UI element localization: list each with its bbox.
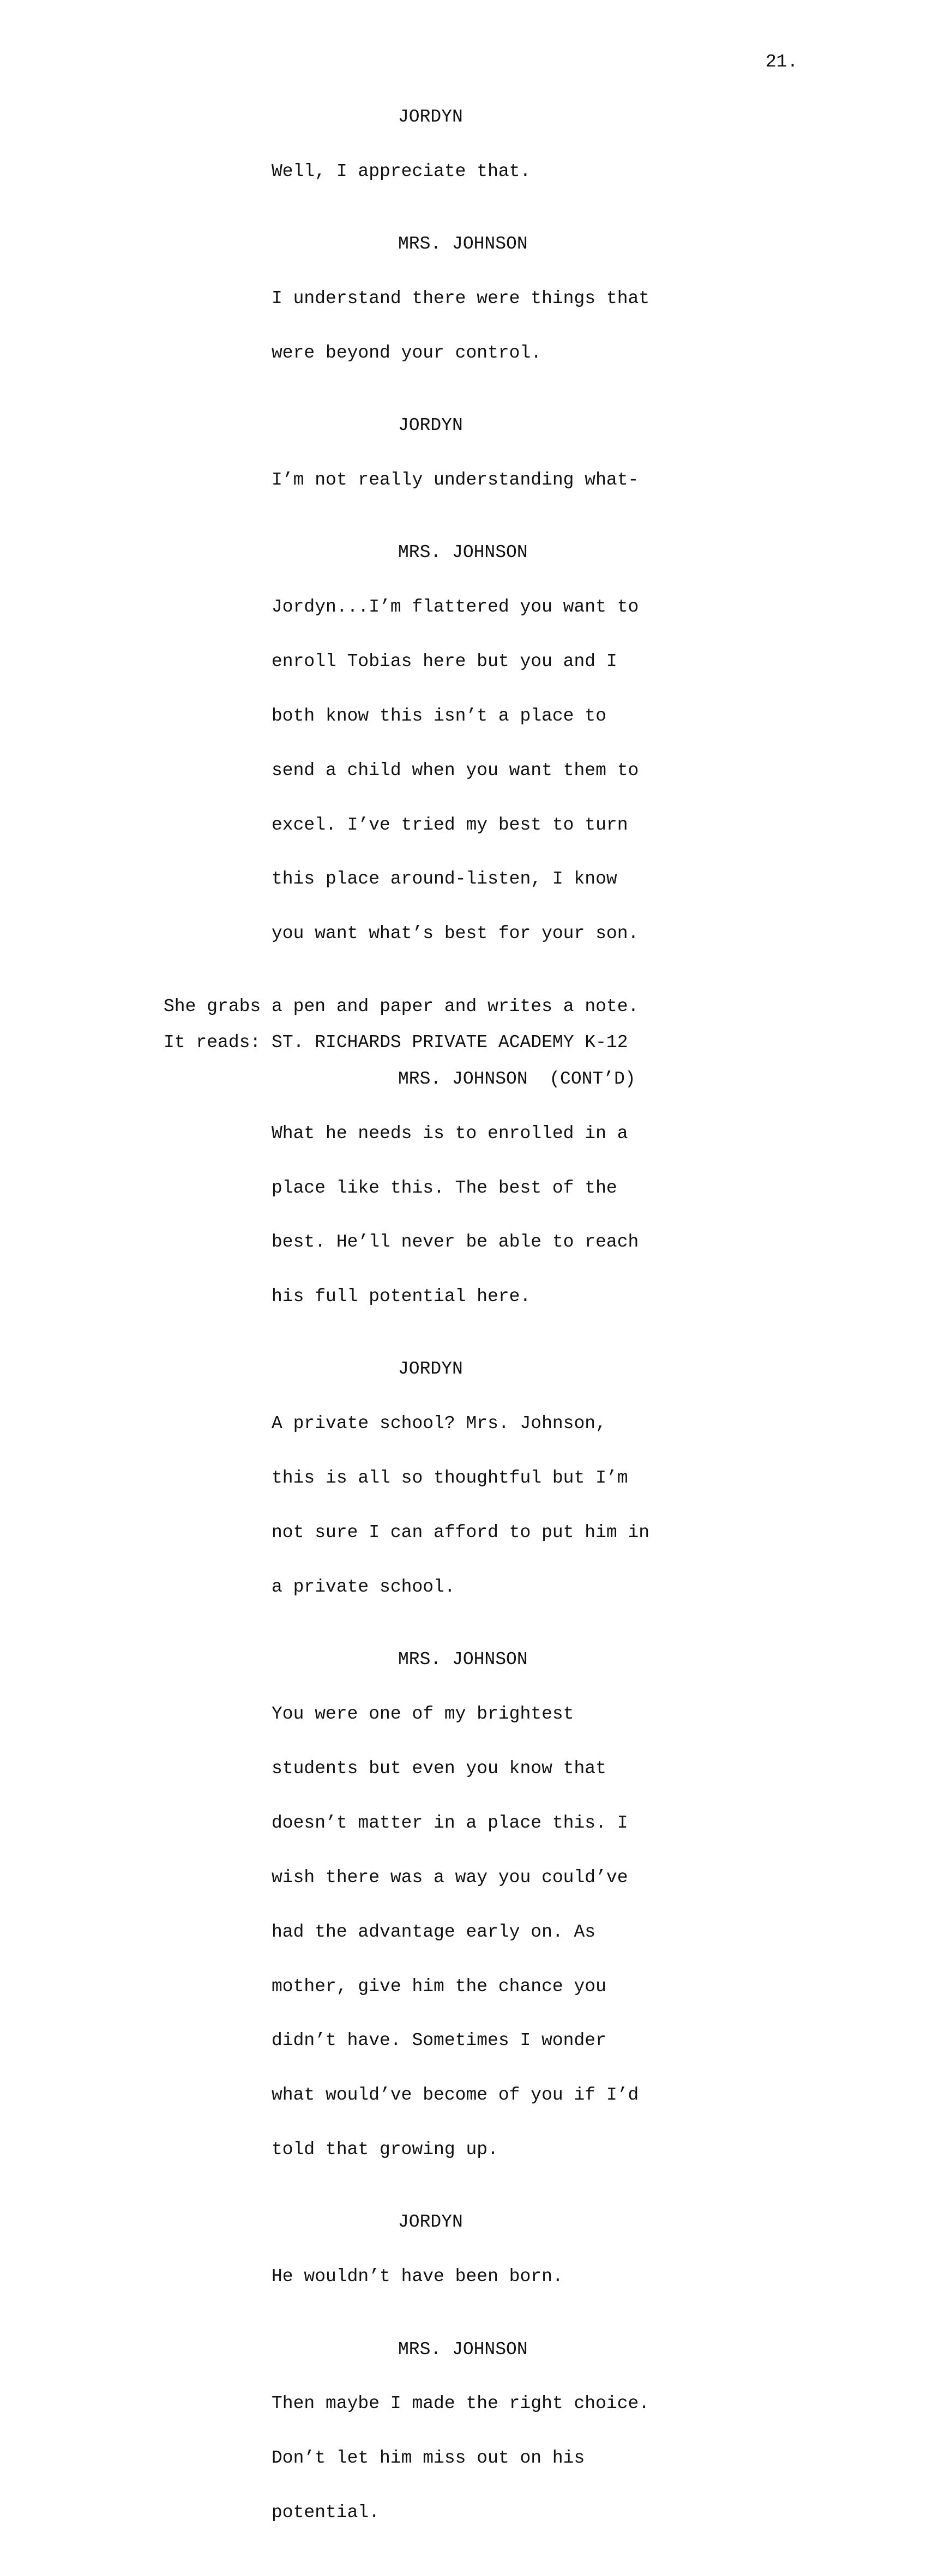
- dialogue-line: this is all so thoughtful but I’m: [272, 1468, 628, 1489]
- dialogue-block: [0, 108, 927, 217]
- dialogue-line: Don’t let him miss out on his: [272, 2448, 585, 2469]
- character-name: MRS. JOHNSON: [398, 2339, 528, 2360]
- character-name: MRS. JOHNSON (CONT’D): [398, 1068, 636, 1089]
- dialogue-line: doesn’t matter in a place this. I: [272, 1812, 628, 1833]
- dialogue-line: Jordyn...I’m flattered you want to: [272, 597, 639, 618]
- dialogue-text: [272, 561, 653, 979]
- dialogue-line: told that growing up.: [272, 2139, 498, 2160]
- dialogue-line: were beyond your control.: [272, 342, 542, 363]
- character-name: JORDYN: [398, 1359, 463, 1380]
- dialogue-line: excel. I’ve tried my best to turn: [272, 814, 628, 835]
- dialogue-line: best. He’ll never be able to reach: [272, 1232, 639, 1253]
- dialogue-text: [272, 1088, 653, 1342]
- dialogue-block: [0, 1650, 927, 2195]
- dialogue-line: enroll Tobias here but you and I: [272, 651, 617, 672]
- dialogue-line: students but even you know that: [272, 1758, 606, 1779]
- dialogue-line: What he needs is to enrolled in a: [272, 1123, 628, 1144]
- dialogue-line: Well, I appreciate that.: [272, 161, 531, 182]
- dialogue-block: [0, 1360, 927, 1632]
- character-name: MRS. JOHNSON: [398, 234, 528, 255]
- dialogue-text: [272, 253, 653, 398]
- dialogue-line: A private school? Mrs. Johnson,: [272, 1413, 606, 1434]
- character-name: JORDYN: [398, 415, 463, 436]
- dialogue-line: what would’ve become of you if I’d: [272, 2085, 639, 2106]
- dialogue-line: He wouldn’t have been born.: [272, 2266, 563, 2287]
- dialogue-line: had the advantage early on. As: [272, 1921, 596, 1942]
- action-line: She grabs a pen and paper and writes a note.: [164, 996, 639, 1017]
- dialogue-line: a private school.: [272, 1577, 455, 1598]
- dialogue-block: [0, 543, 927, 979]
- dialogue-line: mother, give him the chance you: [272, 1976, 606, 1997]
- dialogue-line: I understand there were things that: [272, 288, 650, 309]
- dialogue-line: didn’t have. Sometimes I wonder: [272, 2030, 606, 2051]
- dialogue-block: [0, 2213, 927, 2322]
- dialogue-line: I’m not really understanding what-: [272, 469, 639, 490]
- character-name: JORDYN: [398, 107, 463, 127]
- dialogue-line: his full potential here.: [272, 1286, 531, 1307]
- character-name: MRS. JOHNSON: [398, 542, 528, 563]
- character-name: JORDYN: [398, 2212, 463, 2233]
- dialogue-line: send a child when you want them to: [272, 760, 639, 781]
- dialogue-text: [272, 2359, 653, 2558]
- dialogue-line: place like this. The best of the: [272, 1177, 617, 1198]
- dialogue-line: Then maybe I made the right choice.: [272, 2393, 650, 2414]
- dialogue-block: [0, 416, 927, 525]
- dialogue-line: not sure I can afford to put him in: [272, 1522, 650, 1543]
- dialogue-text: [272, 126, 653, 216]
- dialogue-text: [272, 434, 653, 525]
- page-number: 21.: [766, 52, 798, 72]
- dialogue-text: [272, 1378, 653, 1632]
- dialogue-line: you want what’s best for your son.: [272, 923, 639, 944]
- dialogue-line: potential.: [272, 2502, 380, 2523]
- dialogue-line: both know this isn’t a place to: [272, 705, 606, 726]
- character-name: MRS. JOHNSON: [398, 1649, 528, 1670]
- action-line: It reads: ST. RICHARDS PRIVATE ACADEMY K-12: [164, 1032, 628, 1053]
- dialogue-text: [272, 2232, 653, 2322]
- dialogue-block: [0, 1070, 927, 1342]
- dialogue-line: wish there was a way you could’ve: [272, 1867, 628, 1888]
- dialogue-line: this place around-listen, I know: [272, 869, 617, 890]
- dialogue-line: You were one of my brightest: [272, 1704, 574, 1725]
- dialogue-block: [0, 235, 927, 398]
- script-body: [0, 108, 927, 2576]
- dialogue-text: [272, 1669, 653, 2196]
- dialogue-block: [0, 2341, 927, 2559]
